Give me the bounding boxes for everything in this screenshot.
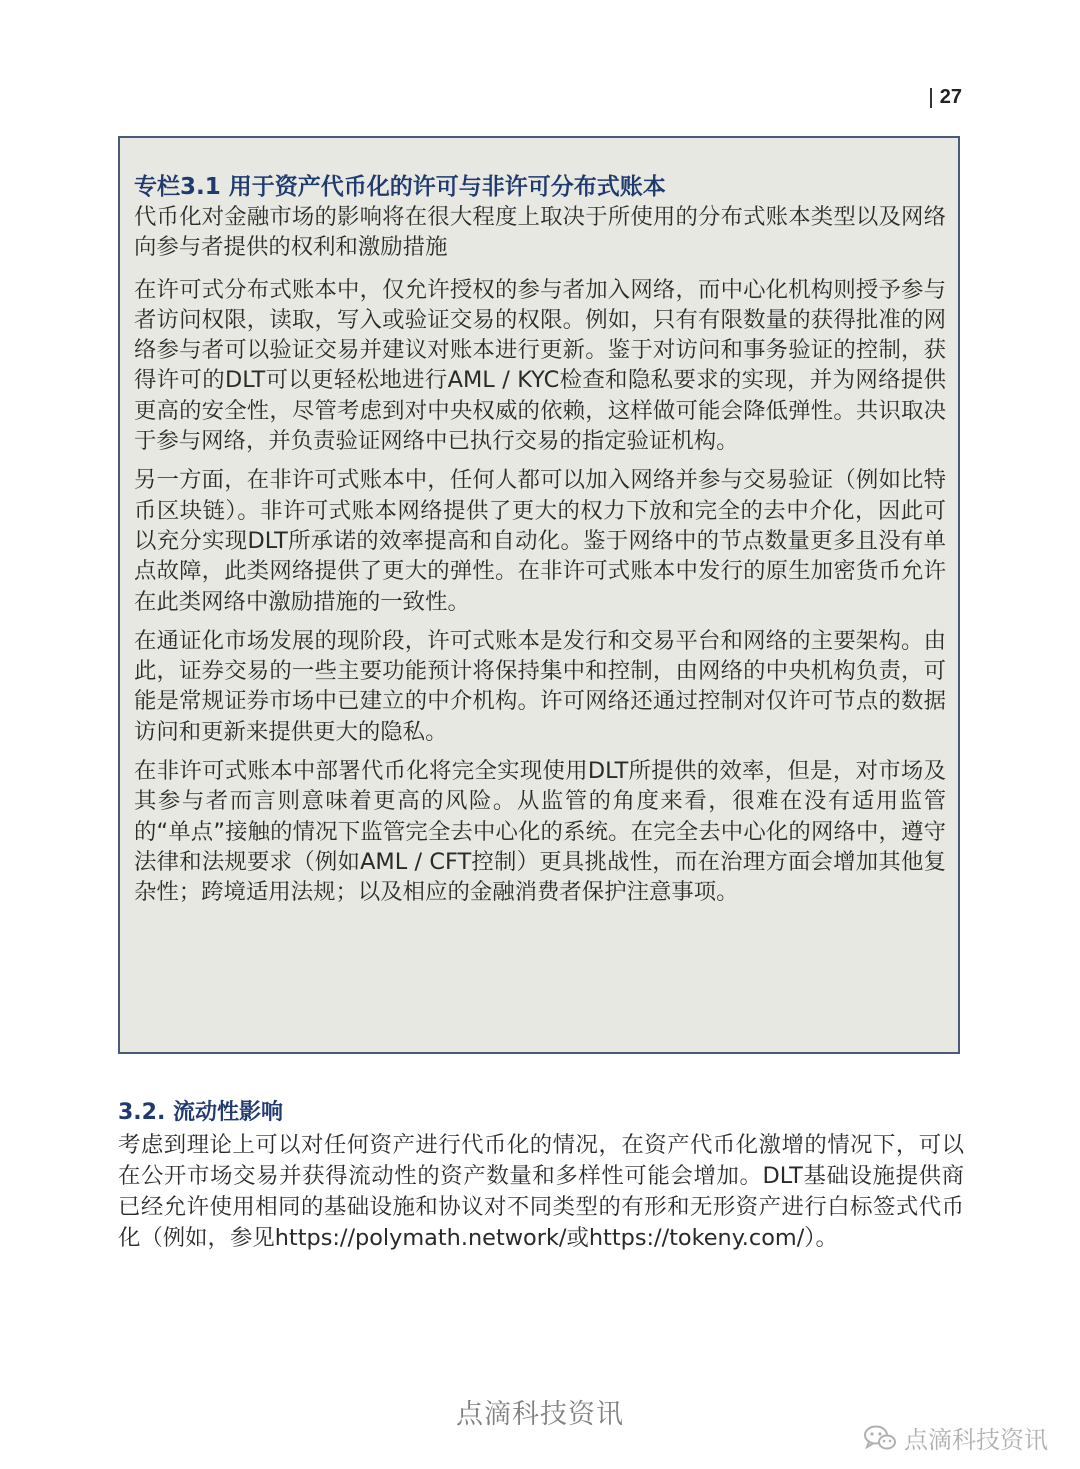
section-3-2 (118, 1098, 964, 1254)
section-title: 3.2. 流动性影响 (118, 1100, 283, 1125)
box-title: 专栏3.1 用于资产代币化的许可与非许可分布式账本 (134, 174, 666, 200)
page-number-text: 27 (939, 86, 962, 108)
page-number (930, 86, 962, 109)
wechat-watermark (864, 1420, 1048, 1455)
sidebar-box-3-1 (118, 136, 960, 1054)
box-paragraph-risks: 在非许可式账本中部署代币化将完全实现使用DLT所提供的效率，但是，对市场及其参与者而言则意味着更高的风险。从监管的角度来看，很难在没有适用监管的“单点”接触的情况下监管完全去中心化的系统。在完全去中心化的网络中，遵守法律和法规要求（例如AML / CFT控制）更具挑战性，而在治理方面会增加其他复杂性；跨境适用法规；以及相应的金融消费者保护注意事项。 (134, 758, 946, 906)
wechat-icon (864, 1425, 896, 1451)
box-paragraph-permissioned: 在许可式分布式账本中，仅允许授权的参与者加入网络，而中心化机构则授予参与者访问权限，读取，写入或验证交易的权限。例如，只有有限数量的获得批准的网络参与者可以验证交易并建议对账本进行更新。鉴于对访问和事务验证的控制，获得许可的DLT可以更轻松地进行AML / KYC检查和隐私要求的实现，并为网络提供更高的安全性，尽管考虑到对中央权威的依赖，这样做可能会降低弹性。共识取决于参与网络，并负责验证网络中已执行交易的指定验证机构。 (134, 276, 946, 455)
wechat-label: 点滴科技资讯 (904, 1426, 1048, 1454)
footer-source-text: 点滴科技资讯 (456, 1399, 624, 1430)
box-paragraph-permissionless: 另一方面，在非许可式账本中，任何人都可以加入网络并参与交易验证（例如比特币区块链）。非许可式账本网络提供了更大的权力下放和完全的去中介化，因此可以充分实现DLT所承诺的效率提高和自动化。鉴于网络中的节点数量更多且没有单点故障，此类网络提供了更大的弹性。在非许可式账本中发行的原生加密货币允许在此类网络中激励措施的一致性。 (134, 467, 946, 615)
section-paragraph: 考虑到理论上可以对任何资产进行代币化的情况，在资产代币化激增的情况下，可以在公开市场交易并获得流动性的资产数量和多样性可能会增加。DLT基础设施提供商已经允许使用相同的基础设施和协议对不同类型的有形和无形资产进行白标签式代币化（例如，参见https://polymath.network/或https://tokeny.com/）。 (118, 1132, 964, 1251)
page-number-divider (930, 88, 932, 108)
box-paragraph-intro: 代币化对金融市场的影响将在很大程度上取决于所使用的分布式账本类型以及网络向参与者提供的权利和激励措施 (134, 204, 946, 261)
box-paragraph-current-stage: 在通证化市场发展的现阶段，许可式账本是发行和交易平台和网络的主要架构。由此，证券交易的一些主要功能预计将保持集中和控制，由网络的中央机构负责，可能是常规证券市场中已建立的中介机构。许可网络还通过控制对仅许可节点的数据访问和更新来提供更大的隐私。 (134, 627, 946, 745)
